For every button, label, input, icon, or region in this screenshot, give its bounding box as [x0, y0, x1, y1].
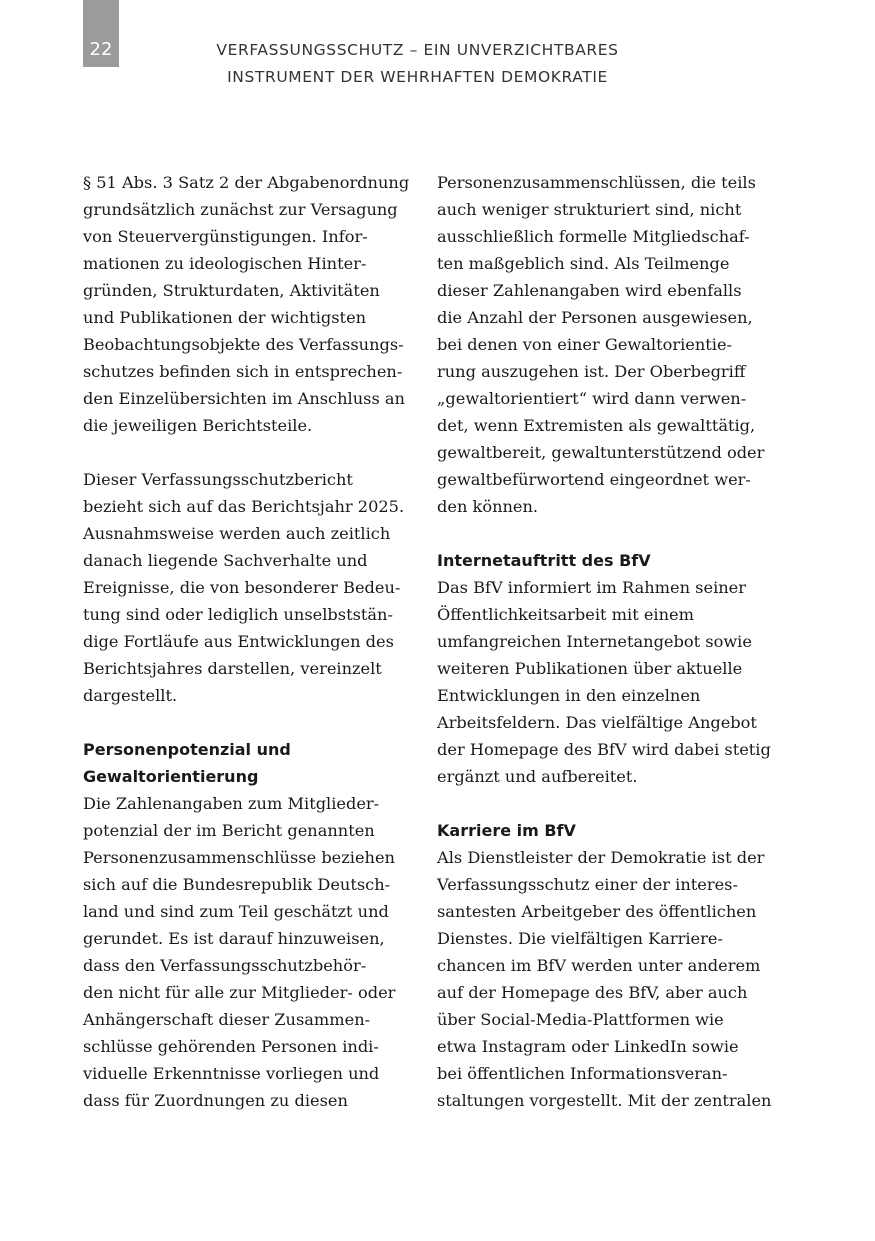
text-line: auch weniger strukturiert sind, nicht — [437, 200, 742, 219]
text-line: Ausnahmsweise werden auch zeitlich — [83, 524, 391, 543]
text-line: den Einzelübersichten im Anschluss an — [83, 389, 405, 408]
paragraph-zahlenangaben — [83, 790, 413, 1114]
section-heading-personenpotenzial — [83, 736, 413, 790]
text-line: santesten Arbeitgeber des öffentlichen — [437, 902, 757, 921]
text-line: Das BfV informiert im Rahmen seiner — [437, 578, 746, 597]
text-line: von Steuervergünstigungen. Infor- — [83, 227, 368, 246]
paragraph-personenzusammenschluesse — [437, 169, 772, 520]
text-line: danach liegende Sachverhalte und — [83, 551, 368, 570]
text-line: grundsätzlich zunächst zur Versagung — [83, 200, 398, 219]
paragraph-internetangebot — [437, 574, 772, 790]
page-number: 22 — [89, 39, 113, 60]
text-line: auf der Homepage des BfV, aber auch — [437, 983, 748, 1002]
paragraph-karriere — [437, 844, 772, 1114]
text-line: dass für Zuordnungen zu diesen — [83, 1091, 348, 1110]
text-line: umfangreichen Internetangebot sowie — [437, 632, 752, 651]
text-line: Als Dienstleister der Demokratie ist der — [437, 848, 765, 867]
text-line: Öffentlichkeitsarbeit mit einem — [437, 605, 694, 624]
text-line: den können. — [437, 497, 539, 516]
page-number-tab — [83, 0, 119, 67]
text-line: Entwicklungen in den einzelnen — [437, 686, 701, 705]
text-line: bei öffentlichen Informationsveran- — [437, 1064, 728, 1083]
text-line: „gewaltorientiert“ wird dann verwen- — [437, 389, 747, 408]
text-line: Beobachtungsobjekte des Verfassungs- — [83, 335, 404, 354]
left-column — [83, 169, 413, 1114]
text-line: schlüsse gehörenden Personen indi- — [83, 1037, 379, 1056]
heading-line: Personenpotenzial und — [83, 740, 291, 759]
running-head-line-1: VERFASSUNGSSCHUTZ – EIN UNVERZICHTBARES — [216, 41, 619, 59]
text-line: Arbeitsfeldern. Das vielfältige Angebot — [437, 713, 757, 732]
text-line: schutzes befinden sich in entsprechen- — [83, 362, 403, 381]
text-line: weiteren Publikationen über aktuelle — [437, 659, 743, 678]
running-head — [120, 37, 715, 91]
text-line: etwa Instagram oder LinkedIn sowie — [437, 1037, 739, 1056]
text-line: Berichtsjahres darstellen, vereinzelt — [83, 659, 382, 678]
heading-line: Gewaltorientierung — [83, 767, 259, 786]
text-line: und Publikationen der wichtigsten — [83, 308, 367, 327]
text-line: gerundet. Es ist darauf hinzuweisen, — [83, 929, 385, 948]
text-line: staltungen vorgestellt. Mit der zentralen — [437, 1091, 772, 1110]
text-line: land und sind zum Teil geschätzt und — [83, 902, 389, 921]
text-line: bezieht sich auf das Berichtsjahr 2025. — [83, 497, 405, 516]
text-line: dige Fortläufe aus Entwicklungen des — [83, 632, 394, 651]
text-line: det, wenn Extremisten als gewalttätig, — [437, 416, 756, 435]
text-line: die Anzahl der Personen ausgewiesen, — [437, 308, 753, 327]
text-line: tung sind oder lediglich unselbststän- — [83, 605, 393, 624]
text-line: sich auf die Bundesrepublik Deutsch- — [83, 875, 391, 894]
text-line: § 51 Abs. 3 Satz 2 der Abgabenordnung — [83, 173, 410, 192]
text-line: bei denen von einer Gewaltorientie- — [437, 335, 732, 354]
text-line: dieser Zahlenangaben wird ebenfalls — [437, 281, 742, 300]
text-line: dass den Verfassungsschutzbehör- — [83, 956, 367, 975]
text-line: Personenzusammenschlüssen, die teils — [437, 173, 756, 192]
text-line: die jeweiligen Berichtsteile. — [83, 416, 313, 435]
text-line: mationen zu ideologischen Hinter- — [83, 254, 367, 273]
section-heading-internetauftritt: Internetauftritt des BfV — [437, 551, 651, 570]
text-line: ergänzt und aufbereitet. — [437, 767, 638, 786]
text-line: Verfassungsschutz einer der interes- — [437, 875, 738, 894]
text-line: Dieser Verfassungsschutzbericht — [83, 470, 353, 489]
text-line: den nicht für alle zur Mitglieder- oder — [83, 983, 396, 1002]
section-heading-karriere: Karriere im BfV — [437, 821, 576, 840]
text-line: viduelle Erkenntnisse vorliegen und — [83, 1064, 380, 1083]
text-line: Anhängerschaft dieser Zusammen- — [83, 1010, 371, 1029]
text-line: der Homepage des BfV wird dabei stetig — [437, 740, 771, 759]
text-line: Die Zahlenangaben zum Mitglieder- — [83, 794, 380, 813]
text-line: gewaltbefürwortend eingeordnet wer- — [437, 470, 751, 489]
text-line: potenzial der im Bericht genannten — [83, 821, 375, 840]
text-line: Dienstes. Die vielfältigen Karriere- — [437, 929, 723, 948]
text-line: gewaltbereit, gewaltunterstützend oder — [437, 443, 765, 462]
text-line: rung auszugehen ist. Der Oberbegriff — [437, 362, 746, 381]
paragraph-abgabenordnung — [83, 169, 413, 439]
text-line: chancen im BfV werden unter anderem — [437, 956, 761, 975]
text-line: ten maßgeblich sind. Als Teilmenge — [437, 254, 730, 273]
text-line: gründen, Strukturdaten, Aktivitäten — [83, 281, 380, 300]
text-line: dargestellt. — [83, 686, 178, 705]
right-column — [437, 169, 772, 1114]
text-line: Ereignisse, die von besonderer Bedeu- — [83, 578, 401, 597]
text-line: Personenzusammenschlüsse beziehen — [83, 848, 395, 867]
text-line: ausschließlich formelle Mitgliedschaf- — [437, 227, 750, 246]
paragraph-berichtsjahr — [83, 466, 413, 709]
running-head-line-2: INSTRUMENT DER WEHRHAFTEN DEMOKRATIE — [227, 68, 608, 86]
text-line: über Social-Media-Plattformen wie — [437, 1010, 724, 1029]
